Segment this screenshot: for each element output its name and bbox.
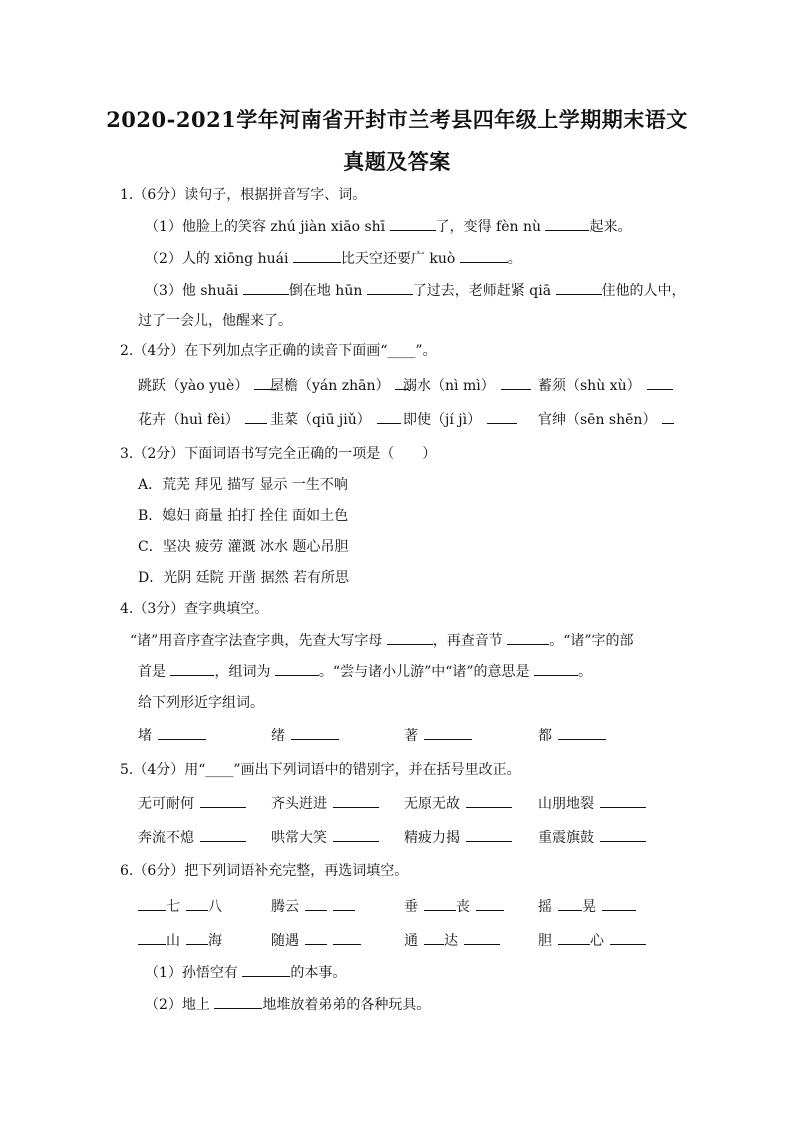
q4-word-item — [138, 727, 206, 745]
q3-option-c: C．坚决 疲劳 灌溉 冰水 题心吊胆 — [138, 539, 349, 555]
q2-item-text: 花卉（huì fèi） — [138, 412, 239, 428]
q6-idiom-char: 通 — [404, 933, 418, 949]
answer-blank — [556, 282, 602, 295]
q4-p2-text-d: 。 — [578, 664, 592, 680]
q6-idiom — [138, 898, 222, 916]
answer-blank — [424, 932, 444, 945]
q2-item-text: 溺水（nì mì） — [403, 378, 495, 394]
q6-s2-text-b: 地堆放着弟弟的各种玩具。 — [262, 997, 431, 1013]
q6-heading: 6.（6分）把下列词语补充完整，再选词填空。 — [120, 863, 409, 879]
q4-p2-text-c: 。“尝与诸小儿游”中“诸”的意思是 — [318, 664, 534, 680]
answer-blank — [333, 829, 379, 842]
q2-item-text: 韭菜（qiū jiǔ） — [270, 412, 371, 428]
q2-item — [538, 411, 674, 429]
q1-s2-text-c: 。 — [507, 251, 522, 267]
answer-blank — [600, 829, 646, 842]
q2-heading: 2.（4分）在下列加点字正确的读音下面画“____”。 — [120, 343, 437, 359]
q4-p1-text-c: 。“诸”字的部 — [549, 633, 634, 649]
answer-blank — [558, 727, 606, 740]
q3-option-d: D．光阴 廷院 开凿 据然 若有所思 — [138, 570, 350, 586]
q6-idiom-char: 丧 — [456, 899, 470, 915]
q1-sentence-3 — [145, 282, 686, 300]
q6-idiom-char: 达 — [444, 933, 458, 949]
answer-blank — [275, 663, 319, 676]
answer-blank — [170, 663, 214, 676]
q6-s1-text-b: 的本事。 — [290, 965, 347, 981]
answer-blank — [662, 411, 674, 424]
answer-blank — [186, 932, 208, 945]
answer-blank — [138, 932, 166, 945]
q6-idiom-char: 晃 — [582, 899, 596, 915]
q6-idiom — [404, 898, 504, 916]
q1-sentence-2 — [145, 250, 522, 268]
q2-item-text: 跳跃（yào yuè） — [138, 378, 249, 394]
answer-blank — [158, 727, 206, 740]
q6-idiom-char: 七 — [166, 899, 180, 915]
q2-item — [403, 411, 517, 429]
answer-blank — [214, 996, 262, 1009]
q2-item — [538, 377, 673, 395]
answer-blank — [305, 932, 327, 945]
q4-word-item — [271, 727, 339, 745]
q2-item-text: 即使（jí jì） — [403, 412, 482, 428]
q4-p1-text-b: ，再查音节 — [432, 633, 508, 649]
q5-word-item — [271, 795, 379, 813]
q4-word-item — [404, 727, 472, 745]
answer-blank — [367, 282, 413, 295]
q4-paragraph-3: 给下列形近字组词。 — [138, 695, 264, 711]
answer-blank — [466, 829, 512, 842]
answer-blank — [333, 795, 379, 808]
answer-blank — [507, 632, 549, 645]
answer-blank — [487, 411, 517, 424]
q5-word-item — [538, 829, 646, 847]
q5-word: 齐头逬进 — [271, 796, 327, 812]
q6-idiom — [138, 932, 222, 950]
q5-word: 重震旗鼓 — [538, 830, 594, 846]
answer-blank — [243, 282, 289, 295]
answer-blank — [464, 932, 500, 945]
q5-word-item — [404, 829, 512, 847]
answer-blank — [545, 218, 589, 231]
answer-blank — [602, 898, 636, 911]
answer-blank — [501, 377, 531, 390]
answer-blank — [333, 932, 361, 945]
q6-idiom — [271, 898, 355, 916]
q6-idiom — [538, 932, 646, 950]
q1-sentence-1 — [145, 218, 631, 236]
q4-heading: 4.（3分）查字典填空。 — [120, 601, 269, 617]
q4-p1-text-a: “诸”用音序查字法查字典，先查大写字母 — [130, 633, 387, 649]
q1-s3-text-b: 倒在地 hūn — [288, 283, 367, 299]
q6-idiom-char: 垂 — [404, 899, 418, 915]
answer-blank — [377, 411, 401, 424]
q5-word-item — [538, 795, 646, 813]
q2-item — [270, 377, 409, 395]
q4-char: 都 — [538, 728, 552, 744]
q1-s1-text-b: 了，变得 fèn nù — [435, 219, 546, 235]
q2-item-text: 屋檐（yán zhān） — [270, 378, 390, 394]
answer-blank — [647, 377, 673, 390]
q6-idiom-char: 海 — [208, 933, 222, 949]
answer-blank — [242, 964, 290, 977]
q3-option-b: B．媳妇 商量 拍打 拴住 面如土色 — [138, 508, 349, 524]
q6-idiom — [404, 932, 500, 950]
page-title-line2: 真题及答案 — [343, 149, 451, 174]
q5-word-item — [404, 795, 512, 813]
answer-blank — [610, 932, 646, 945]
q5-word-item — [138, 795, 246, 813]
answer-blank — [424, 898, 456, 911]
q2-item-text: 蓄须（shù xù） — [538, 378, 641, 394]
q4-p2-text-b: ，组词为 — [214, 664, 275, 680]
q5-word: 精疲力揭 — [404, 830, 460, 846]
q3-option-a: A．荒芜 拜见 描写 显示 一生不响 — [138, 477, 348, 493]
q6-idiom — [271, 932, 361, 950]
q5-word: 奔流不熄 — [138, 830, 194, 846]
q4-p2-text-a: 首是 — [138, 664, 171, 680]
answer-blank — [387, 632, 433, 645]
q5-word: 山朋地裂 — [538, 796, 594, 812]
answer-blank — [245, 411, 267, 424]
q5-word-item — [138, 829, 246, 847]
q1-s3-text-d: 住他的人中， — [601, 283, 686, 299]
answer-blank — [534, 663, 578, 676]
q1-s1-text-a: （1）他脸上的笑容 zhú jiàn xiāo shī — [145, 219, 390, 235]
q2-item-text: 官绅（sēn shēn） — [538, 412, 657, 428]
answer-blank — [291, 727, 339, 740]
q1-s3-text-a: （3）他 shuāi — [145, 283, 243, 299]
q6-idiom-char: 随遇 — [271, 933, 299, 949]
q5-word-item — [271, 829, 379, 847]
q6-idiom-char: 八 — [208, 899, 222, 915]
q6-sentence-1 — [145, 964, 346, 982]
q4-paragraph-2 — [138, 663, 592, 681]
answer-blank — [466, 795, 512, 808]
answer-blank — [200, 795, 246, 808]
q4-paragraph-1 — [130, 632, 634, 650]
q2-item — [138, 377, 276, 395]
answer-blank — [293, 250, 341, 263]
q1-s1-text-c: 起来。 — [589, 219, 632, 235]
q5-heading: 5.（4分）用“____”画出下列词语中的错别字，并在括号里改正。 — [120, 762, 521, 778]
q5-word: 哄常大笑 — [271, 830, 327, 846]
q2-item — [270, 411, 401, 429]
q6-idiom-char: 腾云 — [271, 899, 299, 915]
q2-item — [403, 377, 531, 395]
answer-blank — [558, 932, 590, 945]
q3-heading: 3.（2分）下面词语书写完全正确的一项是（ ） — [120, 446, 437, 462]
answer-blank — [333, 898, 355, 911]
q1-s2-text-a: （2）人的 xiōng huái — [145, 251, 293, 267]
answer-blank — [558, 898, 582, 911]
q6-idiom-char: 胆 — [538, 933, 552, 949]
q2-item — [138, 411, 267, 429]
answer-blank — [424, 727, 472, 740]
q6-sentence-2 — [145, 996, 430, 1014]
q1-s3-text-c: 了过去，老师赶紧 qiā — [412, 283, 556, 299]
q6-s1-text-a: （1）孙悟空有 — [145, 965, 243, 981]
q5-word: 无可耐何 — [138, 796, 194, 812]
answer-blank — [476, 898, 504, 911]
answer-blank — [186, 898, 208, 911]
q4-char: 堵 — [138, 728, 152, 744]
q4-char: 绪 — [271, 728, 285, 744]
q6-idiom-char: 心 — [590, 933, 604, 949]
q6-idiom-char: 摇 — [538, 899, 552, 915]
q4-word-item — [538, 727, 606, 745]
q4-char: 著 — [404, 728, 418, 744]
q6-idiom-char: 山 — [166, 933, 180, 949]
answer-blank — [200, 829, 246, 842]
q5-word: 无原无故 — [404, 796, 460, 812]
q6-idiom — [538, 898, 636, 916]
answer-blank — [460, 250, 508, 263]
answer-blank — [138, 898, 166, 911]
answer-blank — [600, 795, 646, 808]
q1-sentence-3-cont: 过了一会儿，他醒来了。 — [138, 313, 292, 329]
q1-heading: 1.（6分）读句子，根据拼音写字、词。 — [120, 187, 367, 203]
q1-s2-text-b: 比天空还要广 kuò — [340, 251, 460, 267]
answer-blank — [305, 898, 327, 911]
answer-blank — [390, 218, 436, 231]
q6-s2-text-a: （2）地上 — [145, 997, 215, 1013]
page-title: 2020-2021学年河南省开封市兰考县四年级上学期期末语文 — [106, 107, 688, 132]
